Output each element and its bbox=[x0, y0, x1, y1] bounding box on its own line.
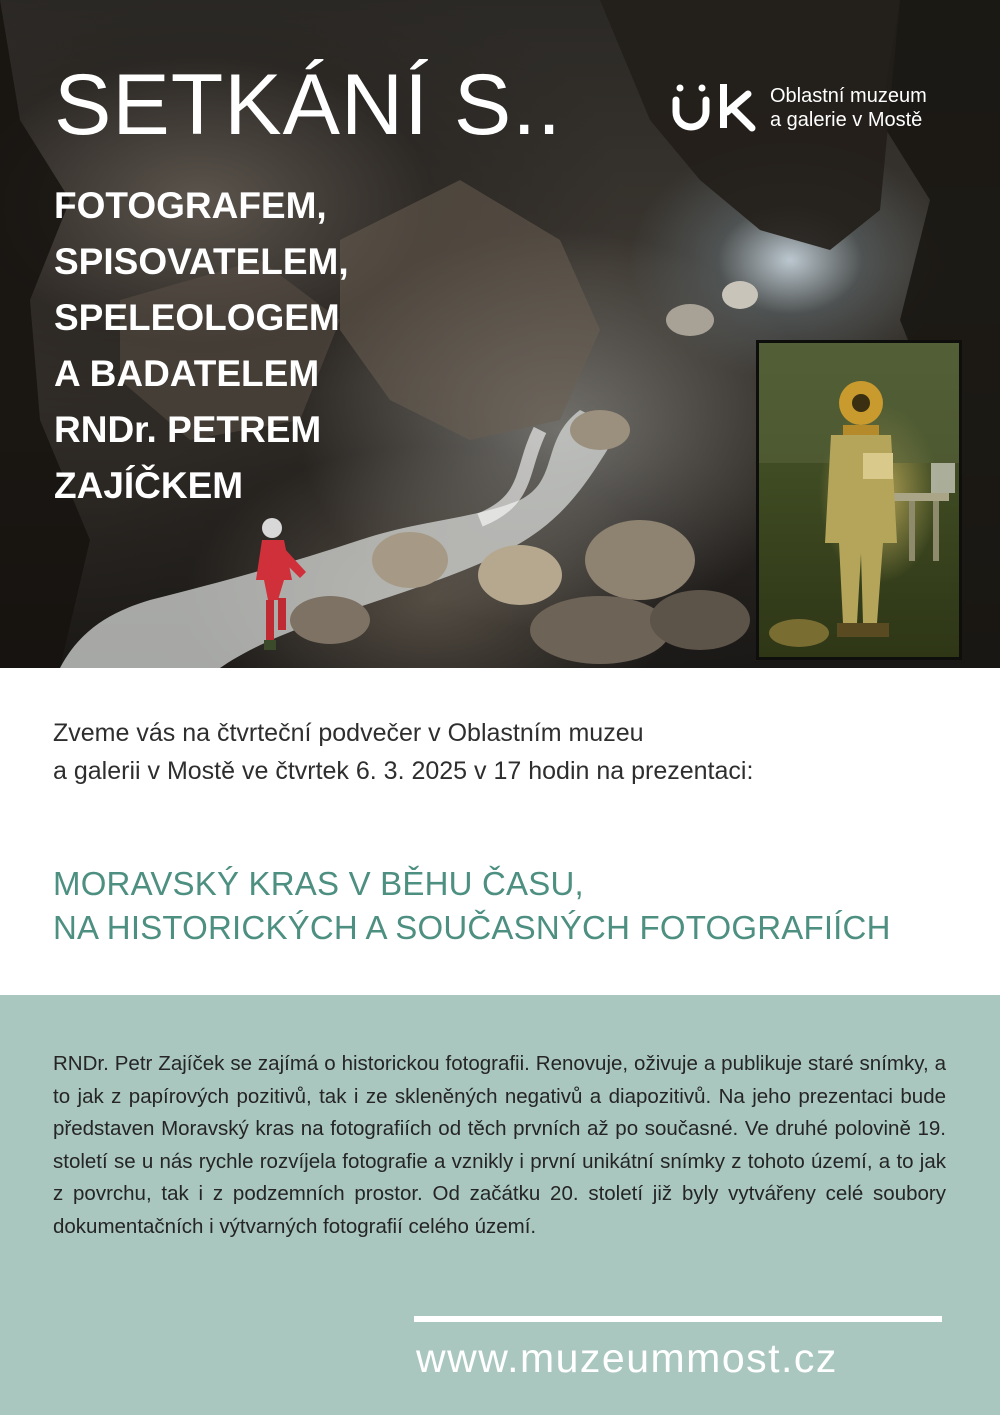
subtitle-line: ZAJÍČKEM bbox=[54, 465, 244, 506]
historical-diver-photo bbox=[756, 340, 962, 660]
event-title-line: NA HISTORICKÝCH A SOUČASNÝCH FOTOGRAFIÍCH bbox=[53, 909, 891, 946]
hero-cave-photo bbox=[0, 0, 1000, 668]
event-title-line: MORAVSKÝ KRAS V BĚHU ČASU, bbox=[53, 865, 584, 902]
invitation-line: a galerii v Mostě ve čtvrtek 6. 3. 2025 v 17 hodin na prezentaci: bbox=[53, 757, 754, 785]
diver-illustration bbox=[759, 343, 959, 657]
speaker-subtitle bbox=[54, 178, 474, 514]
event-title bbox=[53, 862, 973, 950]
museum-logo[interactable] bbox=[672, 82, 972, 134]
invitation-text bbox=[53, 714, 953, 790]
subtitle-line: RNDr. PETREM bbox=[54, 409, 322, 450]
museum-name bbox=[770, 84, 927, 132]
url-divider bbox=[414, 1316, 942, 1322]
description-text: RNDr. Petr Zajíček se zajímá o historickou fotografii. Renovuje, oživuje a publikuje staré snímky, a to jak z papírových pozitivů, tak i ze skleněných negativů a diapozitivů. Na jeho prezentaci bude představen Moravský kras na fotografiích od těch prvních až po současné. Ve druhé polovině 19. století se u nás rychle rozvíjela fotografie a vznikly i první unikátní snímky z tohoto území, a to jak z povrchu, tak i z podzemních prostor. Od začátku 20. století již byly vytvářeny celé soubory dokumentačních i výtvarných fotografií celého území. bbox=[53, 1052, 946, 1238]
museum-name-line: a galerie v Mostě bbox=[770, 109, 923, 131]
website-link[interactable]: www.muzeummost.cz bbox=[416, 1335, 838, 1381]
museum-logo-icon bbox=[672, 82, 760, 132]
subtitle-line: FOTOGRAFEM, bbox=[54, 185, 327, 226]
subtitle-line: A BADATELEM bbox=[54, 353, 320, 394]
museum-name-line: Oblastní muzeum bbox=[770, 85, 927, 107]
invitation-line: Zveme vás na čtvrteční podvečer v Oblastním muzeu bbox=[53, 719, 644, 747]
page-title: SETKÁNÍ S.. bbox=[54, 57, 563, 153]
subtitle-line: SPELEOLOGEM bbox=[54, 297, 340, 338]
subtitle-line: SPISOVATELEM, bbox=[54, 241, 349, 282]
